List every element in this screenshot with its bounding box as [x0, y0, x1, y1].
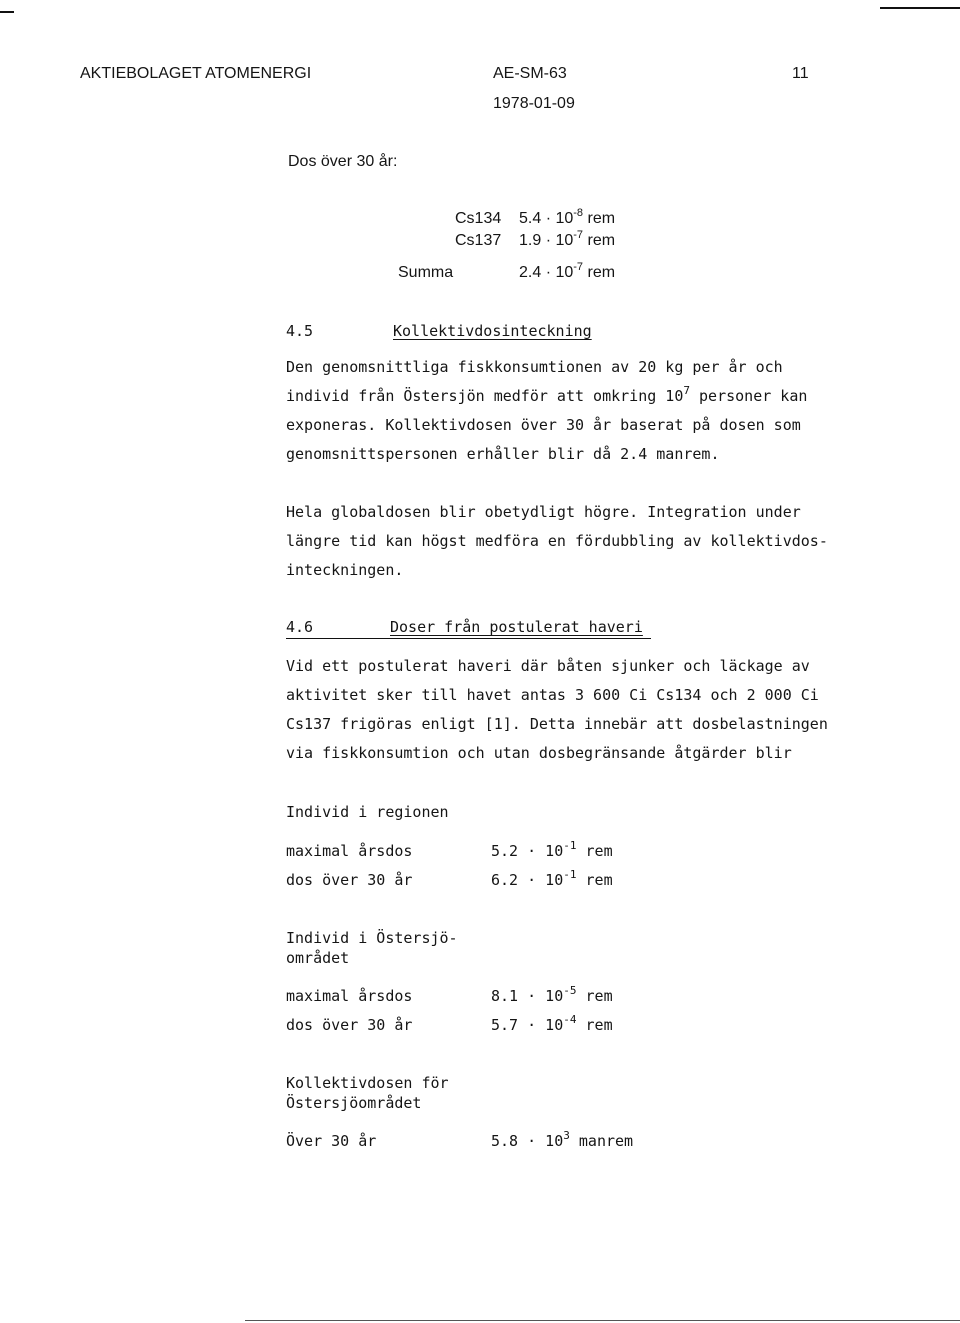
page-number: 11	[792, 65, 809, 82]
text-line: exponeras. Kollektivdosen över 30 år baserat på dosen som	[286, 416, 801, 434]
result-value: $5.7 \cdot 10^{-4}$ rem	[491, 1013, 613, 1034]
text-line: individ från Östersjön medför att omkring $10^7$ personer kan	[286, 384, 808, 405]
result-label: maximal årsdos	[286, 987, 413, 1005]
dose-value: $1.9 \cdot 10^{-7}$ rem	[519, 229, 616, 249]
result-value: $6.2 \cdot 10^{-1}$ rem	[491, 868, 613, 889]
result-label: dos över 30 år	[286, 1016, 413, 1034]
section-number-underline	[286, 638, 651, 639]
section-number: 4.5	[286, 322, 314, 340]
text-line: Hela globaldosen blir obetydligt högre. Integration under	[286, 503, 801, 521]
dose-value: $5.4 \cdot 10^{-8}$ rem	[519, 207, 616, 227]
text-line: inteckningen.	[286, 561, 404, 579]
text-line: genomsnittspersonen erhåller blir då 2.4 manrem.	[286, 445, 720, 463]
result-label: dos över 30 år	[286, 871, 413, 889]
scan-mark-top-left	[0, 11, 14, 13]
result-value: $8.1 \cdot 10^{-5}$ rem	[491, 984, 613, 1005]
summa-label: Summa	[398, 264, 454, 281]
baltic-title: Individ i Östersjö-	[286, 929, 458, 947]
text-line: Cs137 frigöras enligt [1]. Detta innebär att dosbelastningen	[286, 715, 828, 733]
text-line: Den genomsnittliga fiskkonsumtionen av 20 kg per år och	[286, 358, 783, 376]
dose-value: $2.4 \cdot 10^{-7}$ rem	[519, 261, 616, 281]
result-value: $5.2 \cdot 10^{-1}$ rem	[491, 839, 613, 860]
company-name: AKTIEBOLAGET ATOMENERGI	[80, 65, 312, 82]
dose-30y-title: Dos över 30 år:	[288, 153, 398, 170]
region-title: Individ i regionen	[286, 803, 449, 821]
scan-mark-top-right	[880, 7, 960, 9]
text-line: via fiskkonsumtion och utan dosbegränsande åtgärder blir	[286, 744, 792, 762]
text-line: aktivitet sker till havet antas 3 600 Ci Cs134 och 2 000 Ci	[286, 686, 819, 704]
result-label: Över 30 år	[286, 1132, 377, 1150]
collective-title: Kollektivdosen för	[286, 1074, 449, 1092]
nuclide-cs134: Cs134	[455, 210, 502, 227]
text-line: längre tid kan högst medföra en fördubbling av kollektivdos-	[286, 532, 828, 550]
nuclide-cs137: Cs137	[455, 232, 502, 249]
baltic-title-cont: området	[286, 949, 350, 967]
section-title: Doser från postulerat haveri	[390, 618, 643, 636]
text-line: Vid ett postulerat haveri där båten sjunker och läckage av	[286, 657, 810, 675]
section-number: 4.6	[286, 618, 314, 636]
report-date: 1978-01-09	[493, 95, 575, 112]
report-id: AE-SM-63	[493, 65, 567, 82]
collective-title-cont: Östersjöområdet	[286, 1094, 422, 1112]
result-label: maximal årsdos	[286, 842, 413, 860]
result-value: $5.8 \cdot 10^3$ manrem	[491, 1129, 634, 1150]
section-title: Kollektivdosinteckning	[393, 322, 592, 340]
scan-line-bottom	[245, 1320, 960, 1321]
